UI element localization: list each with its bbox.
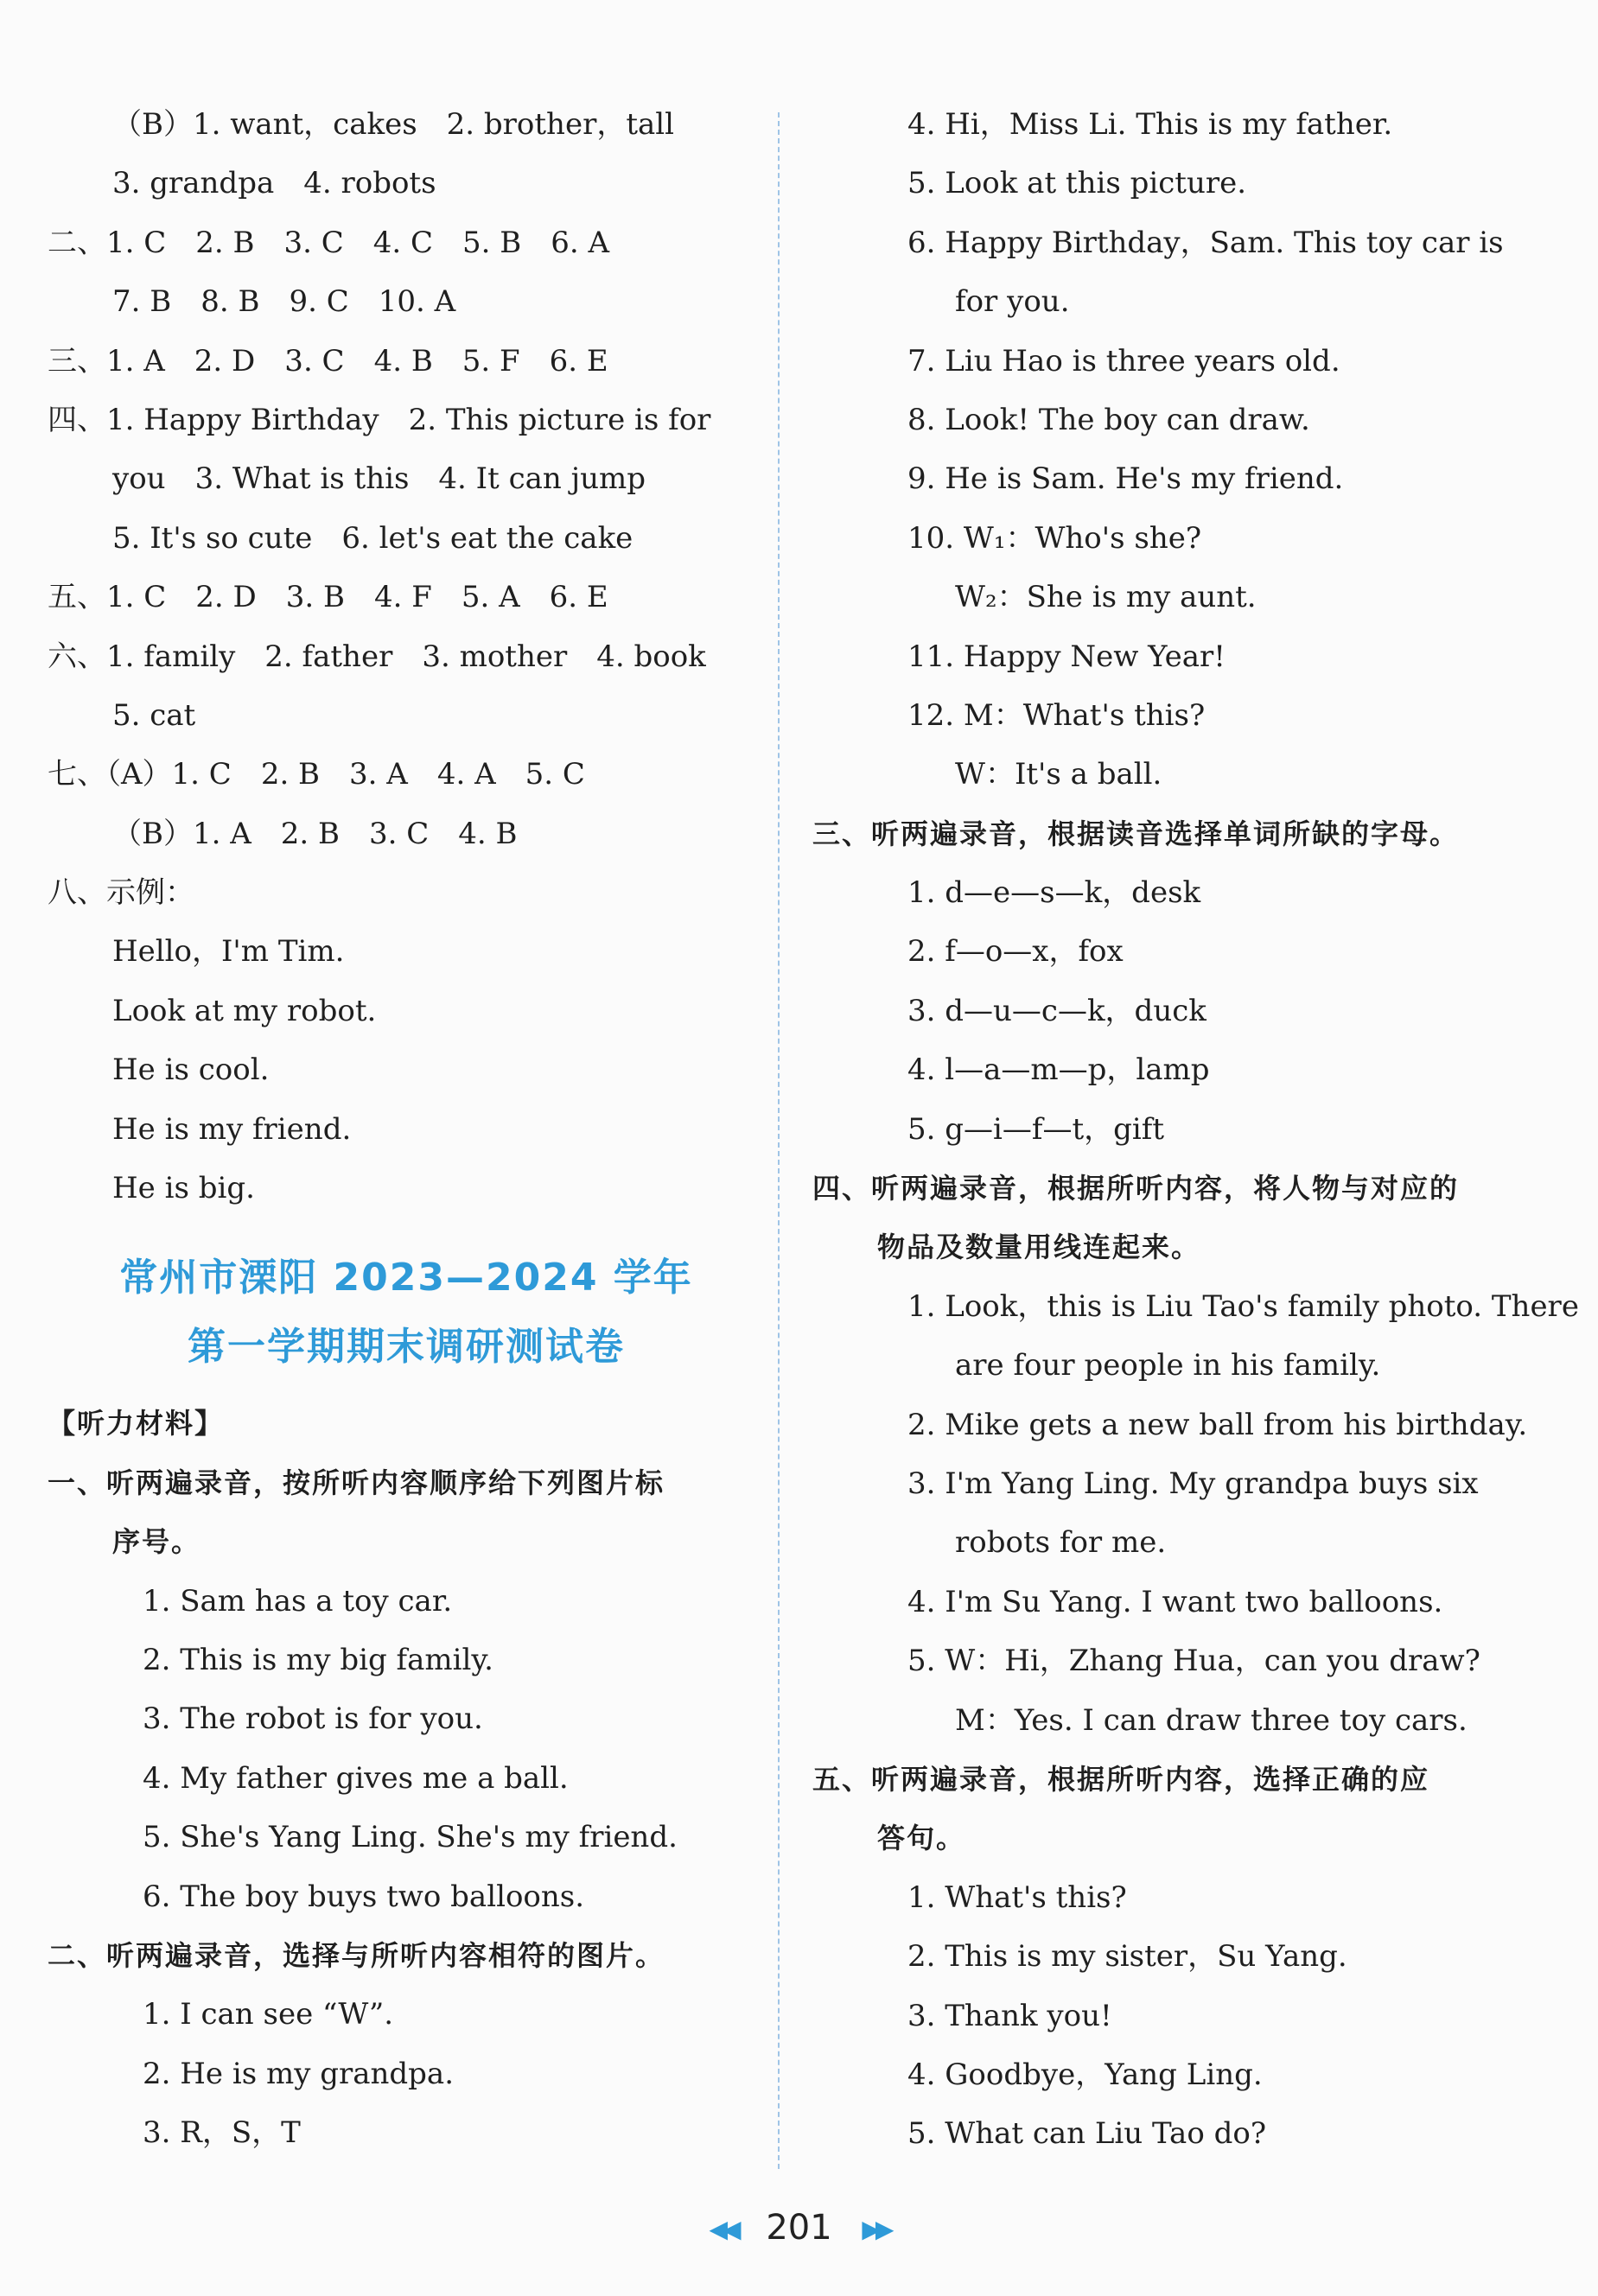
text-line: 4. My father gives me a ball.: [143, 1760, 569, 1796]
listening-material-continued: [812, 95, 1579, 2164]
section-heading: 答句。: [877, 1822, 966, 1855]
text-line: robots for me.: [955, 1525, 1167, 1561]
section-heading: 四、听两遍录音，根据所听内容，将人物与对应的: [812, 1172, 1460, 1205]
column-divider: [778, 112, 780, 2169]
text-line: （B）1. want，cakes 2. brother，tall: [112, 107, 675, 142]
right-column: [812, 95, 1579, 2164]
text-line: 2. This is my sister，Su Yang.: [907, 1939, 1347, 1975]
section-heading: 五、听两遍录音，根据所听内容，选择正确的应: [812, 1762, 1430, 1796]
left-column: [48, 95, 765, 2163]
text-line: 1. d—e—s—k，desk: [907, 875, 1201, 911]
text-line: 5. cat: [112, 697, 196, 733]
page-number: 201: [766, 2208, 832, 2248]
text-line: W₂：She is my aunt.: [955, 580, 1257, 615]
section-heading: 物品及数量用线连起来。: [877, 1231, 1201, 1264]
text-line: 二、1. C 2. B 3. C 4. C 5. B 6. A: [48, 225, 610, 260]
answer-list: [48, 95, 765, 1218]
text-line: 11. Happy New Year!: [907, 639, 1226, 674]
text-line: 2. f—o—x，fox: [907, 934, 1124, 970]
text-line: 3. The robot is for you.: [143, 1701, 483, 1737]
text-line: 八、示例：: [48, 875, 194, 911]
text-line: 1. What's this?: [907, 1879, 1127, 1915]
text-line: （B）1. A 2. B 3. C 4. B: [112, 816, 518, 851]
text-line: 3. R，S，T: [143, 2115, 301, 2151]
text-line: 1. I can see “W”.: [143, 1997, 394, 2032]
text-line: 5. It's so cute 6. let's eat the cake: [112, 520, 633, 556]
text-line: 5. She's Yang Ling. She's my friend.: [143, 1820, 678, 1855]
prev-page-icon: ◀◀: [709, 2215, 736, 2243]
text-line: W：It's a ball.: [955, 757, 1162, 792]
text-line: He is cool.: [112, 1053, 270, 1088]
text-line: 3. Thank you!: [907, 1998, 1112, 2033]
text-line: M：Yes. I can draw three toy cars.: [955, 1702, 1467, 1738]
exam-title-line2: 第一学期期末调研测试卷: [188, 1325, 625, 1370]
text-line: Look at my robot.: [112, 993, 377, 1028]
text-line: 3. grandpa 4. robots: [112, 166, 436, 201]
text-line: 5. Look at this picture.: [907, 166, 1247, 201]
section-heading: 二、听两遍录音，选择与所听内容相符的图片。: [48, 1938, 665, 1972]
text-line: 7. B 8. B 9. C 10. A: [112, 284, 456, 320]
text-line: 7. Liu Hao is three years old.: [907, 343, 1340, 378]
text-line: are four people in his family.: [955, 1348, 1381, 1383]
text-line: 1. Look，this is Liu Tao's family photo. There: [907, 1288, 1579, 1324]
text-line: 5. g—i—f—t，gift: [907, 1111, 1165, 1147]
text-line: for you.: [955, 284, 1070, 320]
text-line: 2. This is my big family.: [143, 1642, 493, 1677]
text-line: He is my friend.: [112, 1111, 352, 1147]
text-line: 4. Goodbye，Yang Ling.: [907, 2057, 1263, 2092]
text-line: 3. d—u—c—k，duck: [907, 993, 1206, 1028]
exam-title-line1: 常州市溧阳 2023—2024 学年: [119, 1256, 693, 1301]
text-line: He is big.: [112, 1171, 255, 1206]
text-line: 9. He is Sam. He's my friend.: [907, 461, 1344, 497]
text-line: 四、1. Happy Birthday 2. This picture is for: [48, 402, 711, 437]
section-heading: 序号。: [112, 1525, 201, 1559]
text-line: 4. l—a—m—p，lamp: [907, 1053, 1210, 1088]
section-heading: 一、听两遍录音，按所听内容顺序给下列图片标: [48, 1466, 665, 1499]
text-line: 6. Happy Birthday，Sam. This toy car is: [907, 225, 1504, 260]
text-line: 8. Look! The boy can draw.: [907, 402, 1310, 437]
text-line: 三、1. A 2. D 3. C 4. B 5. F 6. E: [48, 343, 608, 378]
listening-material-list: [48, 1394, 765, 2162]
text-line: 七、（A）1. C 2. B 3. A 4. A 5. C: [48, 757, 585, 792]
text-line: 2. Mike gets a new ball from his birthday.: [907, 1407, 1528, 1442]
text-line: 五、1. C 2. D 3. B 4. F 5. A 6. E: [48, 580, 608, 615]
text-line: Hello，I'm Tim.: [112, 934, 345, 970]
text-line: you 3. What is this 4. It can jump: [112, 461, 646, 497]
text-line: 5. W：Hi，Zhang Hua，can you draw?: [907, 1644, 1480, 1679]
next-page-icon: ▶▶: [862, 2215, 889, 2243]
text-line: 1. Sam has a toy car.: [143, 1583, 453, 1619]
text-line: 六、1. family 2. father 3. mother 4. book: [48, 639, 706, 674]
section-heading: 【听力材料】: [48, 1407, 225, 1441]
text-line: 3. I'm Yang Ling. My grandpa buys six: [907, 1466, 1479, 1501]
text-line: 5. What can Liu Tao do?: [907, 2116, 1267, 2152]
text-line: 4. I'm Su Yang. I want two balloons.: [907, 1584, 1443, 1619]
text-line: 6. The boy buys two balloons.: [143, 1879, 585, 1914]
text-line: 4. Hi，Miss Li. This is my father.: [907, 107, 1393, 142]
text-line: 10. W₁：Who's she?: [907, 520, 1202, 556]
text-line: 12. M：What's this?: [907, 697, 1206, 733]
page-footer: [0, 2202, 1598, 2254]
section-heading: 三、听两遍录音，根据读音选择单词所缺的字母。: [812, 817, 1460, 850]
text-line: 2. He is my grandpa.: [143, 2056, 455, 2091]
